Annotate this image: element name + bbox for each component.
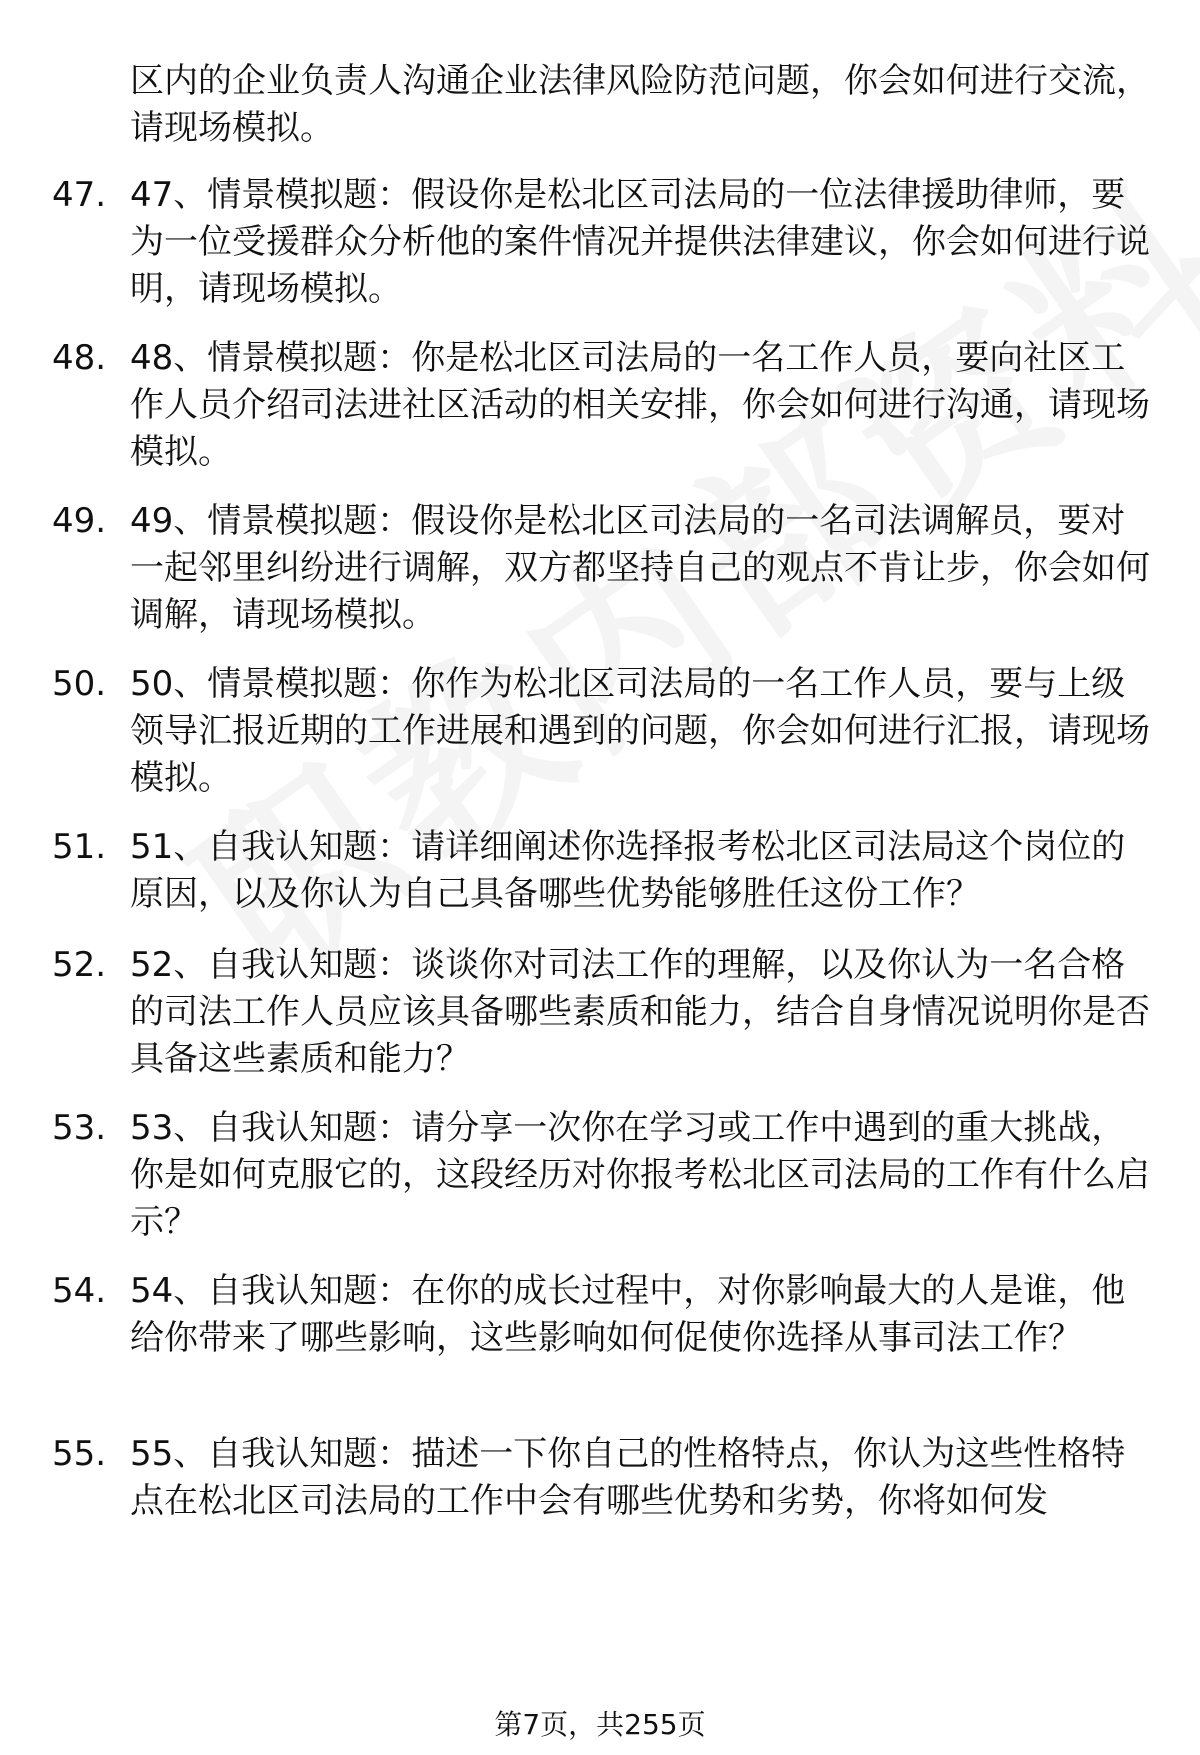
list-number: 52. <box>52 945 107 985</box>
list-number: 53. <box>52 1108 107 1148</box>
question-text: 51、自我认知题：请详细阐述你选择报考松北区司法局这个岗位的原因，以及你认为自己具备哪些优势能够胜任这份工作？ <box>130 827 1126 914</box>
question-text: 47、情景模拟题：假设你是松北区司法局的一位法律援助律师，要为一位受援群众分析他的案件情况并提供法律建议，你会如何进行说明，请现场模拟。 <box>130 175 1150 309</box>
page-footer: 第7页，共255页 <box>494 1708 706 1741</box>
question-text: 50、情景模拟题：你作为松北区司法局的一名工作人员，要与上级领导汇报近期的工作进展和遇到的问题，你会如何进行汇报，请现场模拟。 <box>130 664 1150 798</box>
list-number: 50. <box>52 664 107 704</box>
question-text: 53、自我认知题：请分享一次你在学习或工作中遇到的重大挑战，你是如何克服它的，这段经历对你报考松北区司法局的工作有什么启示？ <box>130 1108 1150 1242</box>
question-text: 55、自我认知题：描述一下你自己的性格特点，你认为这些性格特点在松北区司法局的工作中会有哪些优势和劣势，你将如何发 <box>130 1434 1126 1521</box>
question-text: 54、自我认知题：在你的成长过程中，对你影响最大的人是谁，他给你带来了哪些影响，这些影响如何促使你选择从事司法工作？ <box>130 1271 1126 1358</box>
list-number: 51. <box>52 827 107 867</box>
list-number: 47. <box>52 175 107 215</box>
question-text: 49、情景模拟题：假设你是松北区司法局的一名司法调解员，要对一起邻里纠纷进行调解，双方都坚持自己的观点不肯让步，你会如何调解，请现场模拟。 <box>130 501 1150 635</box>
list-number: 55. <box>52 1434 107 1474</box>
list-number: 54. <box>52 1271 107 1311</box>
continued-question-text: 区内的企业负责人沟通企业法律风险防范问题，你会如何进行交流，请现场模拟。 <box>130 61 1150 148</box>
question-text: 48、情景模拟题：你是松北区司法局的一名工作人员，要向社区工作人员介绍司法进社区活动的相关安排，你会如何进行沟通，请现场模拟。 <box>130 338 1150 472</box>
list-number: 49. <box>52 501 107 541</box>
list-number: 48. <box>52 338 107 378</box>
question-text: 52、自我认知题：谈谈你对司法工作的理解，以及你认为一名合格的司法工作人员应该具备哪些素质和能力，结合自身情况说明你是否具备这些素质和能力？ <box>130 945 1150 1079</box>
